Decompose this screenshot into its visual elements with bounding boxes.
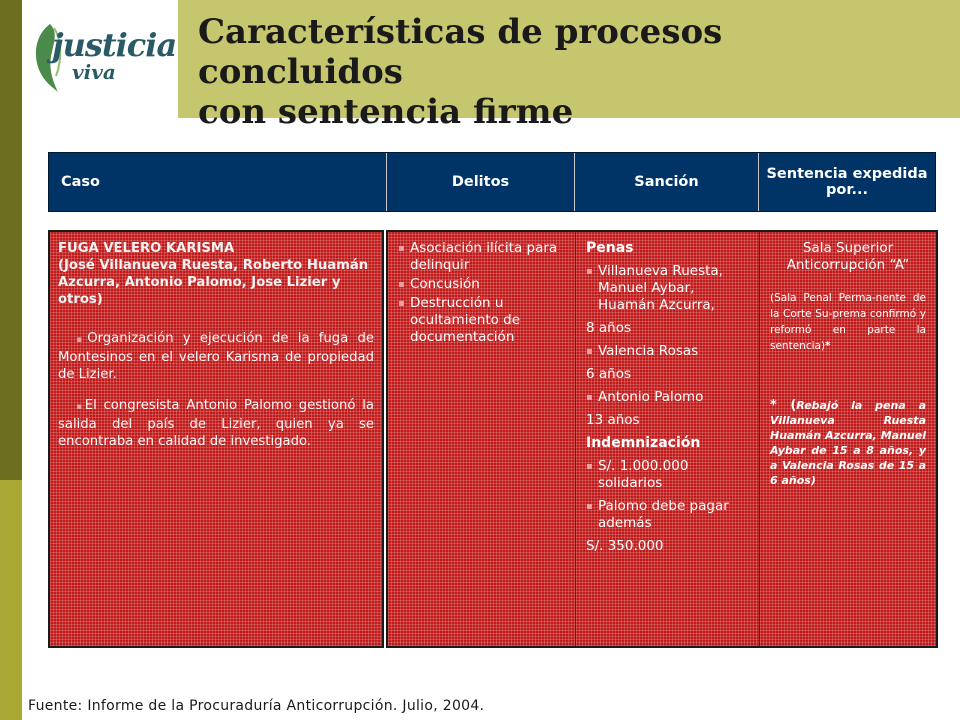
header-sancion: Sanción xyxy=(575,153,759,211)
indemnizacion-item: ▪ Palomo debe pagar además xyxy=(586,498,729,531)
indemnizacion-amount: S/. 350.000 xyxy=(586,538,664,554)
header-sentencia: Sentencia expedida por... xyxy=(766,166,928,198)
left-bar-light xyxy=(0,480,22,720)
title-line-1: Características de procesos concluidos xyxy=(198,12,723,92)
bullet-icon: ▪ xyxy=(76,402,85,412)
caso-title: FUGA VELERO KARISMA xyxy=(58,241,235,256)
logo-text-viva: viva xyxy=(72,60,116,84)
left-bar-dark xyxy=(0,0,22,480)
slide-title xyxy=(198,12,938,132)
bullet-icon: ▪ xyxy=(586,501,593,512)
caso-subtitle: (José Villanueva Ruesta, Roberto Huamán Azcurra, Antonio Palomo, Jose Lizier y otros) xyxy=(58,258,369,307)
caso-cell xyxy=(48,230,384,648)
delitos-cell xyxy=(388,232,576,646)
logo-text-justicia: justicia xyxy=(52,26,177,64)
pena-years: 13 años xyxy=(586,412,640,428)
details-row xyxy=(386,230,938,648)
delito-item: ▪ Destrucción u ocultamiento de documentación xyxy=(398,295,521,345)
bullet-icon: ▪ xyxy=(398,243,405,254)
delito-item: ▪ Concusión xyxy=(398,276,480,292)
pena-item: ▪ Villanueva Ruesta, Manuel Aybar, Huamán Azcurra, xyxy=(586,263,723,313)
caso-paragraph-2: ▪El congresista Antonio Palomo gestionó la salida del país de Lizier, quien ya se encontraba en calidad de investigado. xyxy=(58,398,374,449)
pena-item: ▪ Valencia Rosas xyxy=(586,343,699,359)
sentencia-note: (Sala Penal Perma-nente de la Corte Su-prema confirmó y reformó en parte la sentencia)* xyxy=(770,292,926,352)
header-caso: Caso xyxy=(49,153,387,211)
indemnizacion-heading: Indemnización xyxy=(586,435,701,451)
pena-item: ▪ Antonio Palomo xyxy=(586,389,704,405)
sentencia-footnote: * (Rebajó la pena a Villanueva Ruesta Huamán Azcurra, Manuel Aybar de 15 a 8 años, y a Valencia Rosas de 15 a 6 años) xyxy=(770,398,927,487)
delito-item: ▪ Asociación ilícita para delinquir xyxy=(398,240,558,273)
bullet-icon: ▪ xyxy=(586,392,593,403)
bullet-icon: ▪ xyxy=(586,266,593,277)
indemnizacion-item: ▪ S/. 1.000.000 solidarios xyxy=(586,458,689,491)
sentencia-cell xyxy=(760,232,936,646)
title-line-2: con sentencia firme xyxy=(198,92,574,132)
penas-heading: Penas xyxy=(586,240,634,256)
pena-years: 8 años xyxy=(586,320,632,336)
justicia-viva-logo xyxy=(28,14,178,100)
caso-paragraph-1: ▪Organización y ejecución de la fuga de Montesinos en el velero Karisma de propiedad de Lizier. xyxy=(58,331,374,382)
header-delitos: Delitos xyxy=(387,153,575,211)
bullet-icon: ▪ xyxy=(76,335,88,345)
pena-years: 6 años xyxy=(586,366,632,382)
bullet-icon: ▪ xyxy=(586,346,593,357)
bullet-icon: ▪ xyxy=(398,279,405,290)
table-header-row xyxy=(48,152,936,212)
sentencia-title: Sala Superior Anticorrupción “A” xyxy=(786,240,910,273)
source-note: Fuente: Informe de la Procuraduría Anticorrupción. Julio, 2004. xyxy=(28,698,485,714)
sancion-cell xyxy=(576,232,760,646)
bullet-icon: ▪ xyxy=(398,298,405,309)
bullet-icon: ▪ xyxy=(586,461,593,472)
